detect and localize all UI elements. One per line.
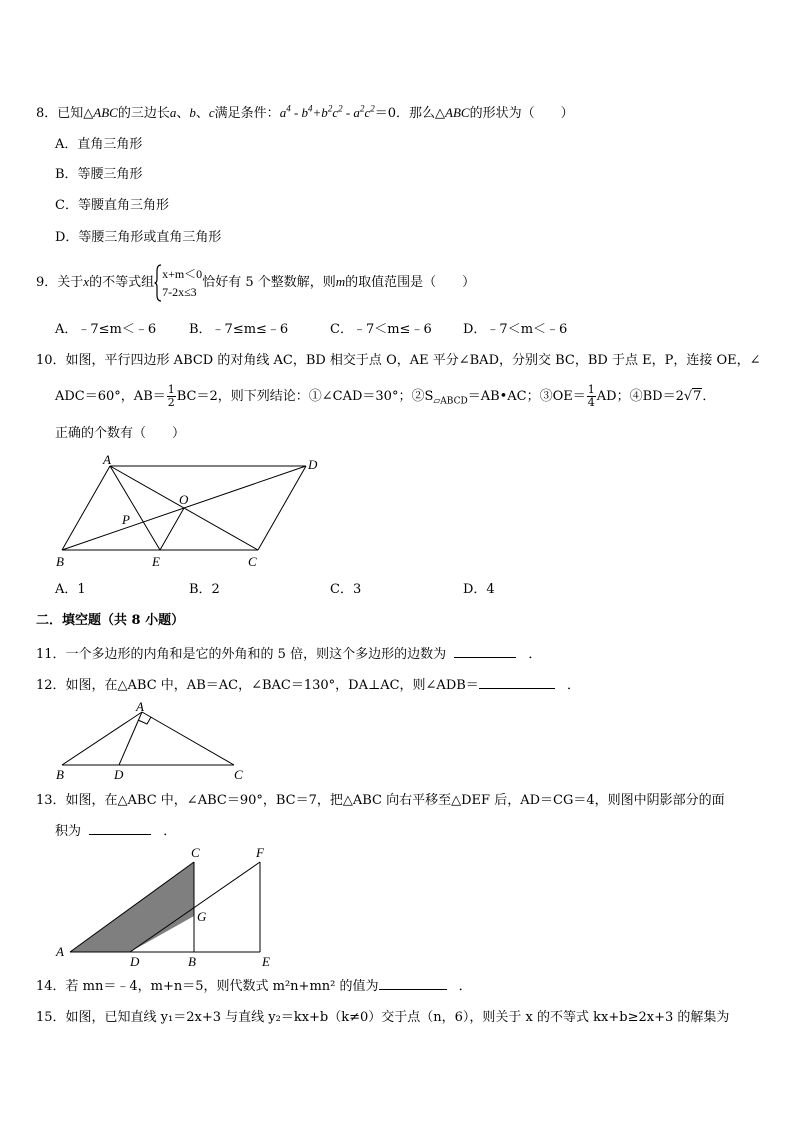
q13-line-2 bbox=[55, 822, 176, 841]
q8-stem-part: 的三边长 bbox=[117, 106, 170, 121]
q10-text-part: ＝AB•AC；③OE＝ bbox=[467, 389, 586, 404]
label-e: E bbox=[262, 954, 270, 969]
q8-option-a: A．直角三角形 bbox=[55, 137, 143, 152]
q10-text-part: ． bbox=[702, 389, 716, 404]
q13-answer-blank[interactable] bbox=[89, 822, 151, 835]
label-d: D bbox=[114, 767, 124, 780]
fraction-denominator: 4 bbox=[587, 396, 595, 409]
q8-sep: 、 bbox=[195, 106, 209, 121]
q13-text: 积为 bbox=[55, 824, 82, 839]
q15-stem: 15．如图，已知直线 y₁＝2x+3 与直线 y₂＝kx+b（k≠0）交于点（n，6），则关于 x 的不等式 kx+b≥2x+3 的解集为 bbox=[36, 1010, 730, 1025]
q10-parallelogram-figure bbox=[50, 452, 330, 574]
q8-stem-part: ＝0．那么△ bbox=[374, 106, 445, 121]
fraction-numerator: 1 bbox=[587, 383, 595, 396]
segment-ab bbox=[62, 466, 110, 550]
q12-triangle-figure bbox=[52, 700, 252, 780]
q9-option-b: B．﹣7≤m≤﹣6 bbox=[189, 322, 289, 337]
segment-oe bbox=[160, 508, 184, 550]
q9-var-x: x bbox=[83, 274, 90, 289]
label-d: D bbox=[308, 457, 318, 472]
q8-stem-part: 8．已知△ bbox=[36, 106, 94, 121]
label-e: E bbox=[152, 554, 160, 569]
q9-stem-part: 9．关于 bbox=[36, 275, 84, 290]
q14-text: 14．若 mn＝﹣4，m+n＝5，则代数式 m²n+mn² 的值为 bbox=[36, 979, 379, 994]
label-b: B bbox=[56, 767, 64, 780]
q9-stem-part: 恰好有 5 个整数解，则 bbox=[202, 275, 336, 290]
q12-end: ． bbox=[566, 678, 580, 693]
q8-option-d: D．等腰三角形或直角三角形 bbox=[55, 230, 222, 245]
brace-icon bbox=[154, 263, 162, 303]
q8-option-c: C．等腰直角三角形 bbox=[55, 198, 169, 213]
q14-stem bbox=[36, 977, 472, 996]
q10-option-c: C．3 bbox=[330, 582, 362, 597]
q10-text-part: AD；④BD＝2 bbox=[596, 389, 684, 404]
q10-line-1: 10．如图，平行四边形 ABCD 的对角线 AC，BD 相交于点 O，AE 平分∠BAD，分别交 BC，BD 于点 E，P，连接 OE，∠ bbox=[36, 353, 761, 368]
q13-line-1: 13．如图，在△ABC 中，∠ABC＝90°，BC＝7，把△ABC 向右平移至△DEF 后，AD＝CG＝4，则图中阴影部分的面 bbox=[36, 793, 725, 808]
segment-cd bbox=[258, 466, 306, 550]
right-angle-marker bbox=[138, 717, 151, 724]
q10-line-3: 正确的个数有（ ） bbox=[55, 426, 186, 441]
q8-triangle-name: ABC bbox=[445, 105, 470, 120]
q12-stem bbox=[36, 676, 580, 695]
q10-subscript: ▱ABCD bbox=[433, 396, 468, 407]
q9-option-d: D．﹣7＜m＜﹣6 bbox=[463, 322, 568, 337]
label-b: B bbox=[56, 554, 64, 569]
q9-var-m: m bbox=[335, 274, 346, 289]
q10-fraction-half bbox=[167, 384, 176, 409]
q12-text: 12．如图，在△ABC 中，AB＝AC，∠BAC＝130°，DA⊥AC，则∠ADB＝ bbox=[36, 678, 479, 693]
q9-option-a: A．﹣7≤m＜﹣6 bbox=[55, 322, 157, 337]
label-c: C bbox=[191, 845, 200, 860]
q8-var-b: b bbox=[189, 105, 196, 120]
q8-var-a: a bbox=[169, 105, 177, 120]
label-a: A bbox=[103, 452, 111, 467]
q8-option-b: B．等腰三角形 bbox=[55, 167, 143, 182]
q8-stem-part: 的形状为（ ） bbox=[469, 106, 574, 121]
q10-text-part: ADC＝60°，AB＝ bbox=[55, 389, 166, 404]
section-heading: 二．填空题（共 8 小题） bbox=[36, 613, 185, 628]
q10-option-b: B．2 bbox=[189, 582, 220, 597]
q11-end: ． bbox=[528, 647, 542, 662]
q9-stem bbox=[36, 262, 475, 302]
label-b: B bbox=[188, 954, 196, 969]
q9-inequality-system bbox=[162, 265, 202, 301]
segment-ae bbox=[110, 466, 160, 550]
label-c: C bbox=[248, 554, 257, 569]
q9-inequality-1: x+m＜0 bbox=[162, 266, 203, 281]
q14-end: ． bbox=[458, 979, 472, 994]
q13-translation-figure bbox=[52, 842, 292, 970]
fraction-numerator: 1 bbox=[167, 383, 175, 396]
label-o: O bbox=[179, 492, 189, 507]
q9-stem-part: 的取值范围是（ ） bbox=[345, 275, 476, 290]
fraction-denominator: 2 bbox=[167, 396, 175, 409]
label-d: D bbox=[130, 954, 140, 969]
q10-text-part: BC＝2，则下列结论：①∠CAD＝30°；②S bbox=[176, 389, 434, 404]
q8-stem bbox=[36, 104, 574, 123]
q9-option-c: C．﹣7＜m≤﹣6 bbox=[330, 322, 432, 337]
q11-answer-blank[interactable] bbox=[454, 645, 516, 658]
q8-var-c: c bbox=[208, 105, 215, 120]
label-a: A bbox=[136, 700, 144, 714]
q9-inequality-2: 7-2x≤3 bbox=[162, 284, 197, 299]
q13-end: ． bbox=[163, 824, 177, 839]
label-f: F bbox=[256, 845, 264, 860]
q11-text: 11．一个多边形的内角和是它的外角和的 5 倍，则这个多边形的边数为 bbox=[36, 647, 447, 662]
q10-line-2 bbox=[55, 380, 715, 414]
q9-stem-part: 的不等式组 bbox=[89, 275, 155, 290]
q8-equation: $a^4 - b^4+b^2c^2 - a^2c^2$ bbox=[279, 103, 375, 120]
q10-fraction-quarter bbox=[587, 384, 596, 409]
q10-option-a: A．1 bbox=[55, 582, 86, 597]
q14-answer-blank[interactable] bbox=[379, 977, 447, 990]
sqrt-symbol: √ bbox=[683, 389, 693, 404]
q8-sep: 、 bbox=[176, 106, 190, 121]
q11-stem bbox=[36, 645, 541, 664]
segment-ac bbox=[142, 712, 234, 765]
q10-option-d: D．4 bbox=[463, 582, 495, 597]
sqrt-radicand: 7 bbox=[693, 389, 702, 404]
label-a: A bbox=[56, 944, 64, 959]
label-c: C bbox=[234, 767, 243, 780]
q8-triangle-name: ABC bbox=[93, 105, 118, 120]
q12-answer-blank[interactable] bbox=[479, 676, 555, 689]
q8-stem-part: 满足条件： bbox=[214, 106, 280, 121]
label-p: P bbox=[122, 512, 130, 527]
label-g: G bbox=[197, 909, 207, 924]
